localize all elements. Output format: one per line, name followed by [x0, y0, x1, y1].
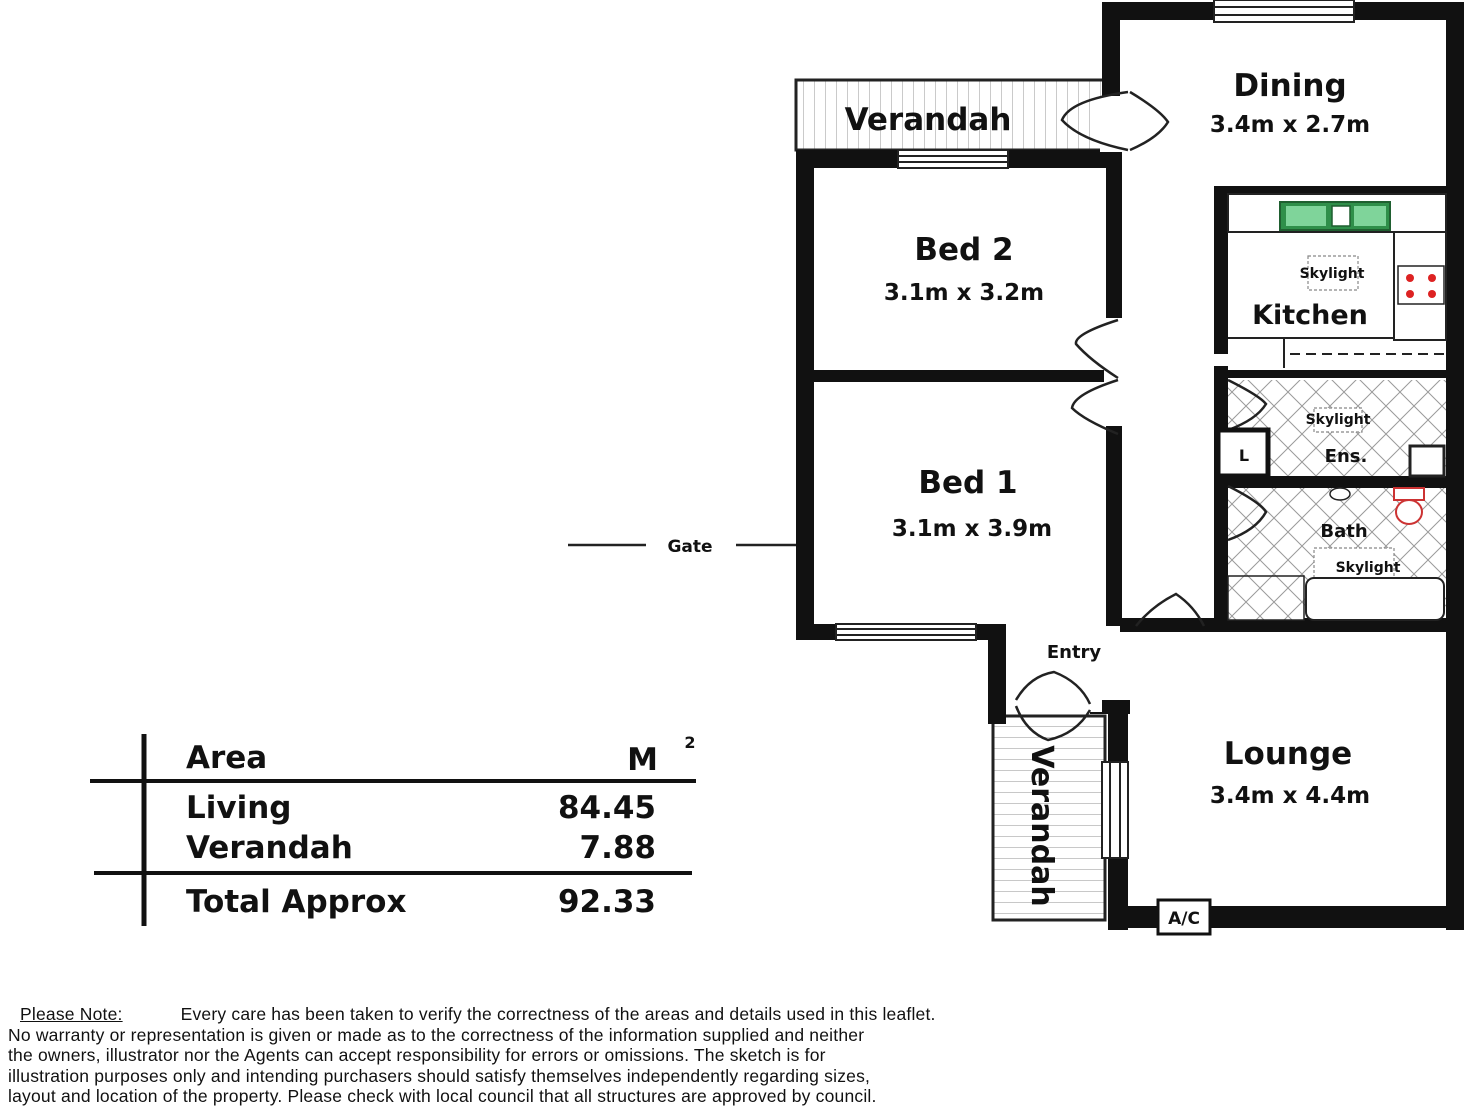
cooktop — [1398, 266, 1444, 304]
area-row-verandah-label: Verandah — [186, 830, 353, 866]
area-header-label: Area — [186, 740, 268, 776]
area-header-unit: M — [627, 742, 658, 778]
area-table — [90, 733, 696, 926]
ac-label: A/C — [1168, 909, 1200, 929]
note-line-4: illustration purposes only and intending purchasers should satisfy themselves independently regarding sizes, — [8, 1065, 871, 1086]
note-lead: Please Note: — [20, 1004, 123, 1024]
toilet — [1394, 488, 1424, 524]
lounge-name: Lounge — [1223, 736, 1353, 772]
disclaimer-note — [8, 1004, 1468, 1107]
area-row-living-label: Living — [186, 790, 292, 826]
kitchen-name: Kitchen — [1252, 300, 1368, 331]
gate — [568, 537, 796, 557]
shower-base — [1410, 446, 1444, 476]
linen-label: L — [1238, 446, 1250, 465]
area-row-verandah-value: 7.88 — [579, 830, 656, 866]
area-header-sup: 2 — [684, 733, 696, 752]
note-line-3: the owners, illustrator nor the Agents can accept responsibility for errors or omissions. The sketch is for — [8, 1045, 826, 1065]
bed1-name: Bed 1 — [918, 465, 1018, 501]
bathtub — [1306, 578, 1444, 620]
kitchen-skylight: Skylight — [1299, 266, 1365, 282]
note-line-1: Every care has been taken to verify the correctness of the areas and details used in this leaflet. — [180, 1004, 936, 1024]
bed2-name: Bed 2 — [914, 232, 1014, 268]
ac-unit — [1158, 900, 1210, 934]
verandah-top-name: Verandah — [844, 102, 1012, 138]
bed2-dims: 3.1m x 3.2m — [883, 280, 1045, 306]
area-total-value: 92.33 — [557, 884, 656, 920]
gate-label: Gate — [667, 537, 713, 557]
note-line-2: No warranty or representation is given or made as to the correctness of the information supplied and neither — [8, 1024, 865, 1045]
dining-dims: 3.4m x 2.7m — [1209, 112, 1371, 138]
ensuite-name: Ens. — [1324, 446, 1368, 467]
note-line-5: layout and location of the property. Please check with local council that all structures are approved by council. — [8, 1086, 877, 1106]
bath-skylight: Skylight — [1335, 560, 1401, 576]
area-total-label: Total Approx — [186, 884, 407, 920]
lounge-dims: 3.4m x 4.4m — [1209, 783, 1371, 809]
bath-name: Bath — [1320, 521, 1368, 542]
entry-name: Entry — [1046, 642, 1102, 663]
bed1-dims: 3.1m x 3.9m — [891, 516, 1053, 542]
dining-name: Dining — [1233, 68, 1347, 104]
verandah-side-name: Verandah — [1024, 745, 1059, 907]
area-row-living-value: 84.45 — [557, 790, 656, 826]
ensuite-skylight: Skylight — [1305, 412, 1371, 428]
